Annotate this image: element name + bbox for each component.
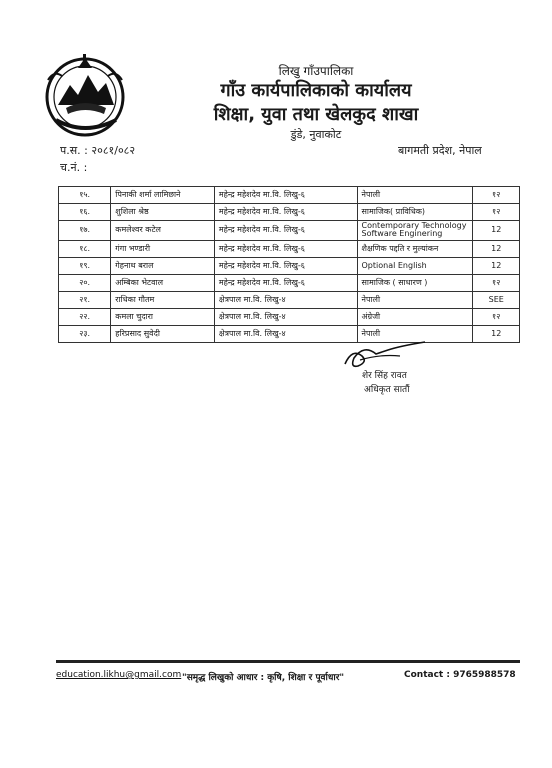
cell-level: 12 xyxy=(473,257,520,274)
cell-name: शुशिला श्रेष्ठ xyxy=(111,204,215,221)
signatory-name: शेर सिंह रावत xyxy=(362,371,407,381)
table-row xyxy=(59,221,520,241)
cell-subject: Optional English xyxy=(357,257,473,274)
cell-name: गंगा भण्डारी xyxy=(111,240,215,257)
table-row xyxy=(59,274,520,291)
cell-school: महेन्द्र महेशदेव मा.वि. लिखु-६ xyxy=(214,187,357,204)
cell-subject: नेपाली xyxy=(357,325,473,342)
cell-name: कमला चुदारा xyxy=(111,308,215,325)
cell-name: पिनाकी शर्मा लामिछाने xyxy=(111,187,215,204)
cell-sn: २१. xyxy=(59,291,111,308)
cell-level: १२ xyxy=(473,187,520,204)
cell-subject: अंग्रेजी xyxy=(357,308,473,325)
municipality-name: लिखु गाँउपालिका xyxy=(278,64,354,78)
section-name: शिक्षा, युवा तथा खेलकुद शाखा xyxy=(213,104,419,125)
cell-name: अम्बिका भेटवाल xyxy=(111,274,215,291)
footer-email-link[interactable]: education.likhu@gmail.com xyxy=(56,670,182,680)
cell-sn: १९. xyxy=(59,257,111,274)
cell-school: क्षेत्रपाल मा.वि. लिखु-४ xyxy=(214,291,357,308)
table-row xyxy=(59,240,520,257)
cell-name: हरिप्रसाद सुवेदी xyxy=(111,325,215,342)
cell-name: राधिका गौतम xyxy=(111,291,215,308)
table-row xyxy=(59,204,520,221)
cell-school: महेन्द्र महेशदेव मा.वि. लिखु-६ xyxy=(214,274,357,291)
cell-subject: Contemporary Technology Software Enginering xyxy=(357,221,473,241)
cell-sn: १७. xyxy=(59,221,111,241)
office-address: डुंडे, नुवाकोट xyxy=(290,128,342,141)
cell-sn: १६. xyxy=(59,204,111,221)
cell-school: महेन्द्र महेशदेव मा.वि. लिखु-६ xyxy=(214,240,357,257)
dispatch-number: च.नं. : xyxy=(60,161,88,174)
cell-name: कमलेश्वर कटेल xyxy=(111,221,215,241)
signatory-position: अधिकृत सातौं xyxy=(364,385,410,395)
table-row xyxy=(59,187,520,204)
cell-sn: १८. xyxy=(59,240,111,257)
table-row xyxy=(59,291,520,308)
cell-school: महेन्द्र महेशदेव मा.वि. लिखु-६ xyxy=(214,257,357,274)
table-row xyxy=(59,257,520,274)
cell-level: १२ xyxy=(473,204,520,221)
teacher-list-table xyxy=(58,186,520,343)
cell-level: SEE xyxy=(473,291,520,308)
cell-name: गेहनाथ बराल xyxy=(111,257,215,274)
cell-sn: २०. xyxy=(59,274,111,291)
table-body xyxy=(59,187,520,343)
footer-divider xyxy=(56,660,520,663)
cell-level: 12 xyxy=(473,325,520,342)
cell-school: क्षेत्रपाल मा.वि. लिखु-४ xyxy=(214,308,357,325)
cell-subject: सामाजिक( प्राविधिक) xyxy=(357,204,473,221)
cell-sn: २२. xyxy=(59,308,111,325)
cell-sn: १५. xyxy=(59,187,111,204)
cell-school: महेन्द्र महेशदेव मा.वि. लिखु-६ xyxy=(214,221,357,241)
cell-level: 12 xyxy=(473,240,520,257)
cell-subject: सामाजिक ( साधारण ) xyxy=(357,274,473,291)
footer-contact: Contact : 9765988578 xyxy=(404,670,516,680)
cell-subject: नेपाली xyxy=(357,187,473,204)
cell-school: क्षेत्रपाल मा.वि. लिखु-४ xyxy=(214,325,357,342)
cell-sn: २३. xyxy=(59,325,111,342)
reference-number: प.स. : २०८१/०८२ xyxy=(60,144,136,157)
cell-level: १२ xyxy=(473,274,520,291)
table-row xyxy=(59,308,520,325)
cell-level: 12 xyxy=(473,221,520,241)
province-label: बागमती प्रदेश, नेपाल xyxy=(398,144,482,157)
cell-school: महेन्द्र महेशदेव मा.वि. लिखु-६ xyxy=(214,204,357,221)
cell-subject: शैक्षणिक पद्दति र मुल्यांकन xyxy=(357,240,473,257)
office-name: गाँउ कार्यपालिकाको कार्यालय xyxy=(220,80,412,101)
cell-subject: नेपाली xyxy=(357,291,473,308)
table-row xyxy=(59,325,520,342)
cell-level: १२ xyxy=(473,308,520,325)
footer-motto: "समृद्ध लिखुको आधार : कृषि, शिक्षा र पूर्वाधार" xyxy=(182,673,345,683)
